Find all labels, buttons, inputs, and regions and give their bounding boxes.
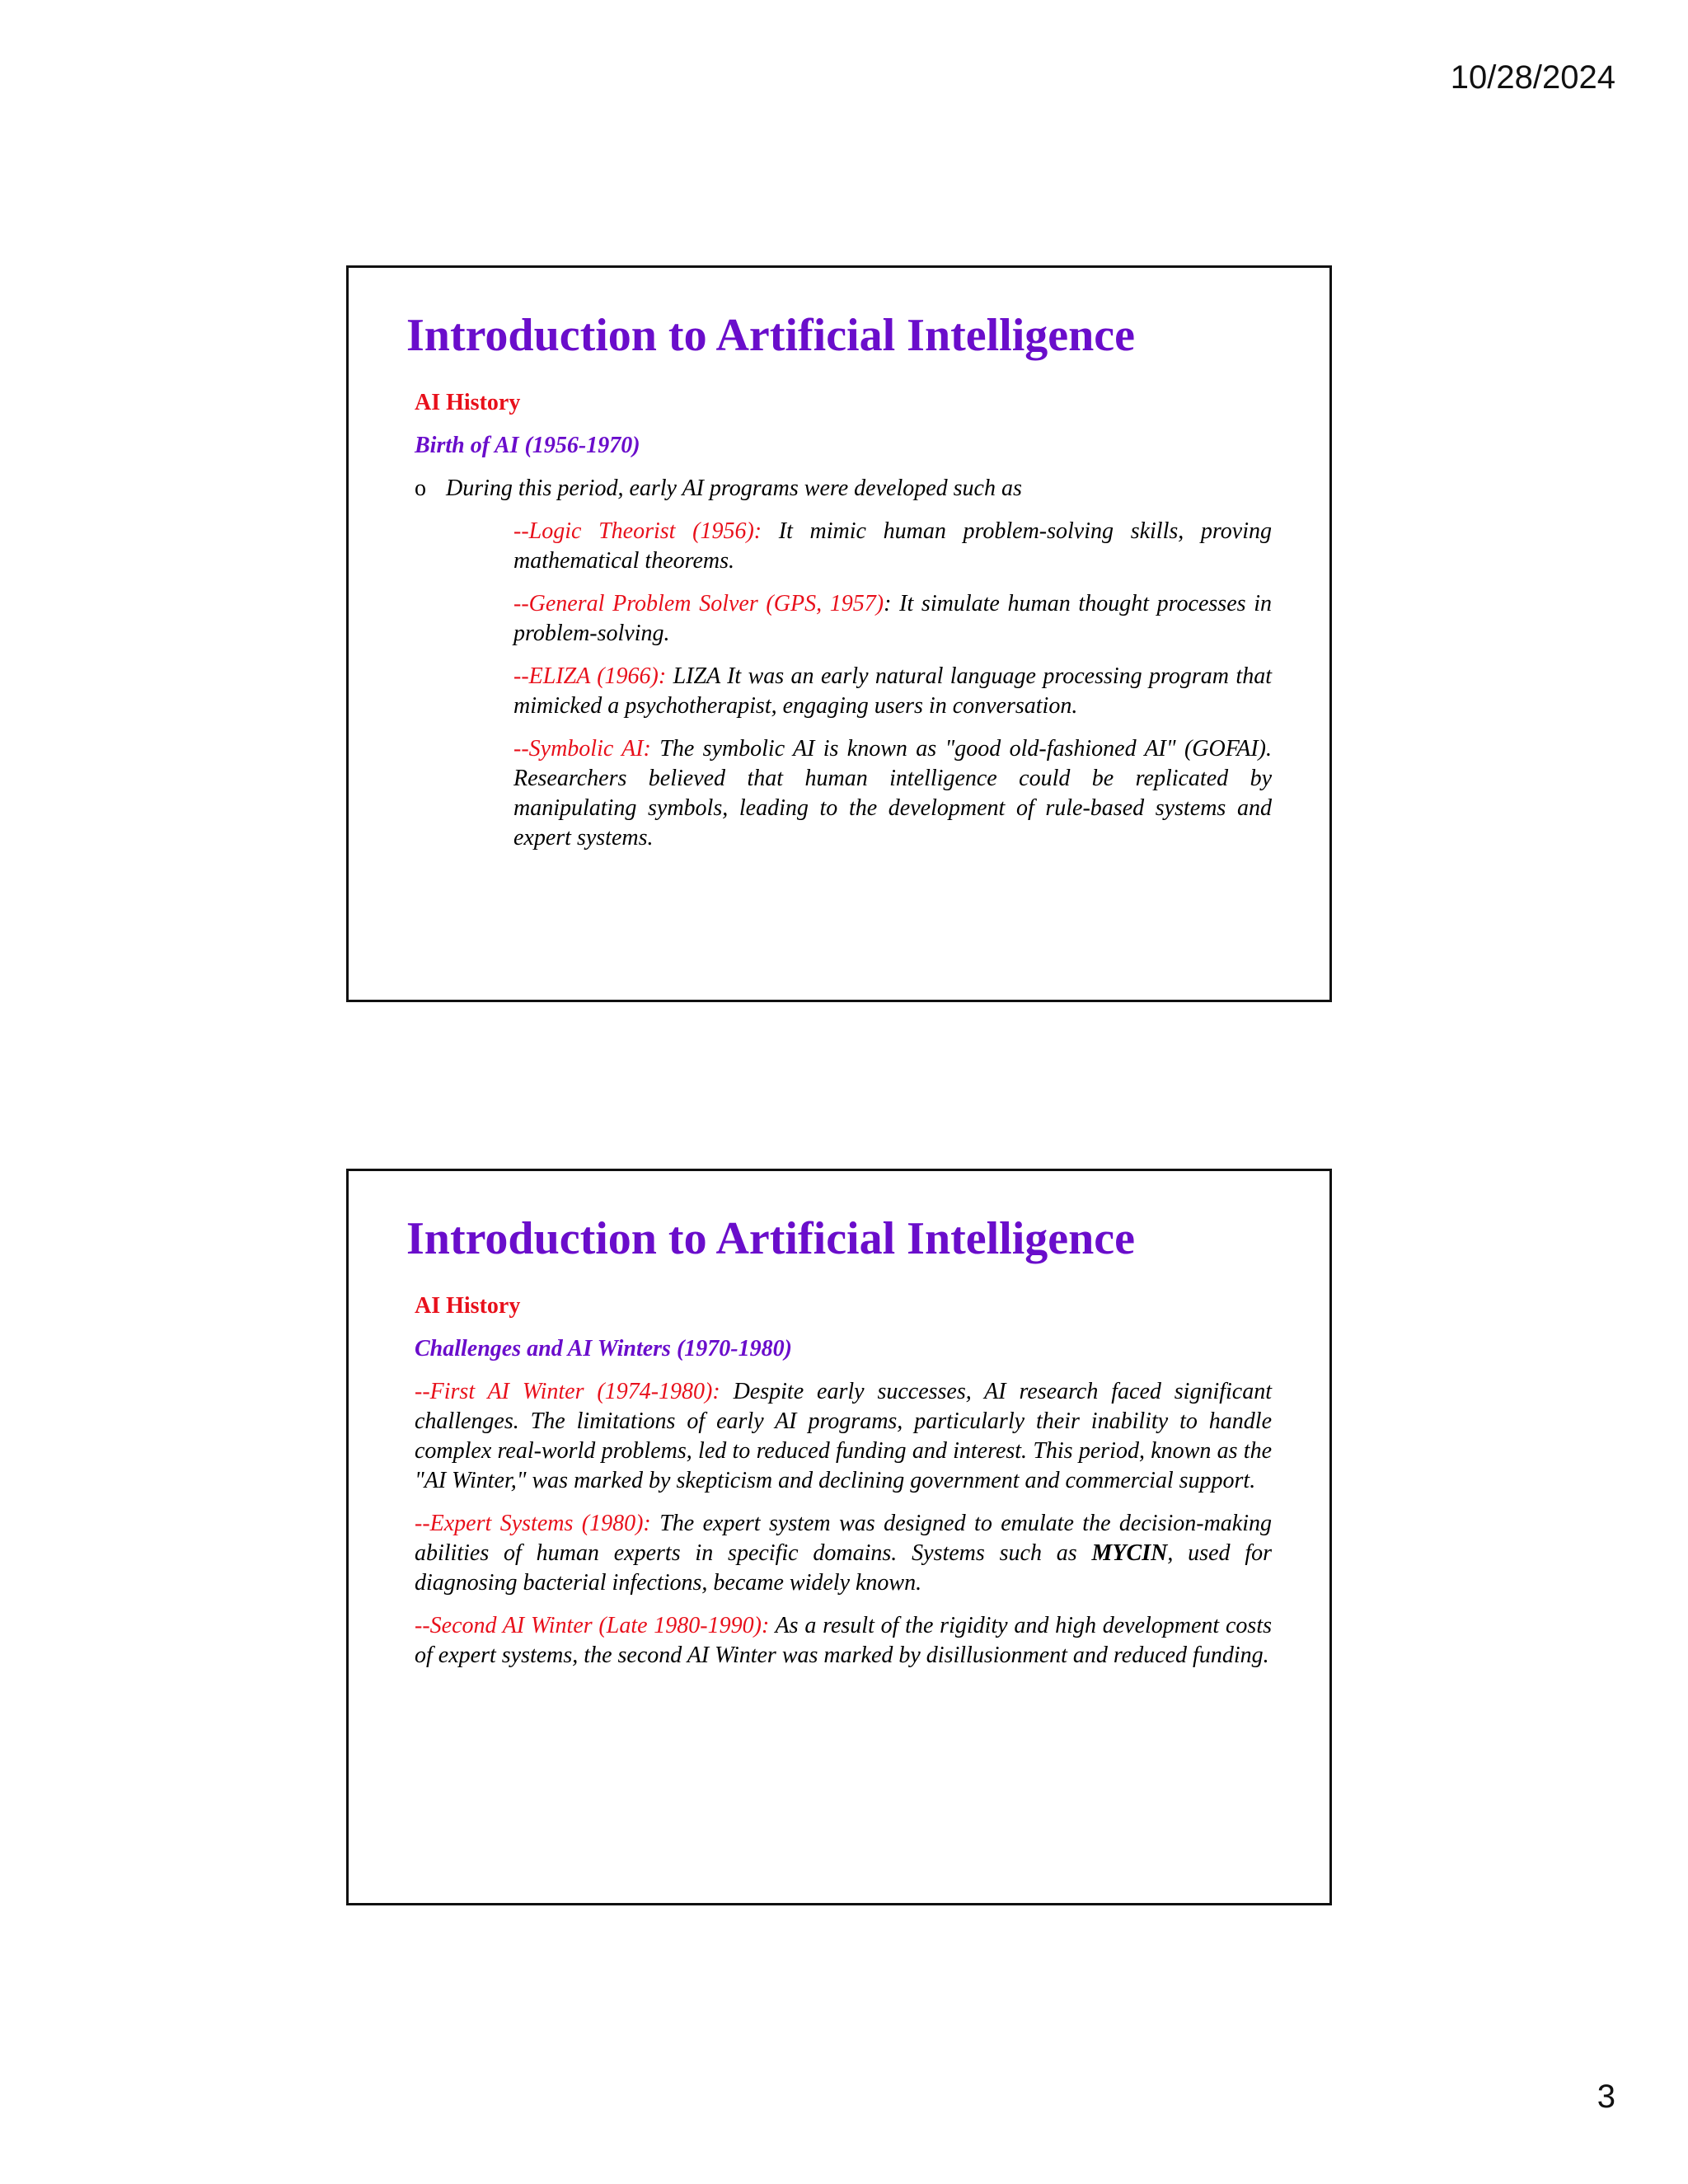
entry-second-ai-winter xyxy=(415,1611,1272,1671)
entry-first-ai-winter xyxy=(415,1377,1272,1496)
entry-eliza xyxy=(513,662,1272,721)
entry-emphasis: MYCIN xyxy=(1091,1540,1168,1566)
entry-body: The expert system was designed to emulate the decision-making abilities of human experts in specific domains. Systems such as xyxy=(415,1511,1272,1566)
page-number: 3 xyxy=(1597,2079,1615,2115)
slide-content xyxy=(415,388,1272,853)
bullet-item xyxy=(415,474,1272,504)
page-date: 10/28/2024 xyxy=(1450,59,1615,96)
period-heading: Challenges and AI Winters (1970-1980) xyxy=(415,1336,792,1361)
slide-ai-winters xyxy=(346,1169,1332,1905)
slide-content xyxy=(415,1291,1272,1671)
entry-symbolic-ai xyxy=(513,734,1272,853)
bullet-text: During this period, early AI programs were developed such as xyxy=(446,476,1022,501)
entry-head: --ELIZA (1966): xyxy=(513,663,667,689)
entry-head: --Second AI Winter (Late 1980-1990): xyxy=(415,1613,770,1638)
section-heading: AI History xyxy=(415,1293,521,1319)
entry-logic-theorist xyxy=(513,517,1272,576)
entry-head: --Logic Theorist (1956): xyxy=(513,518,762,544)
entry-body: As a result of the rigidity and high development costs of expert systems, the second AI Winter was marked by disillusionment and reduced funding. xyxy=(415,1613,1272,1668)
bullet-marker: o xyxy=(415,476,426,501)
entry-general-problem-solver xyxy=(513,589,1272,649)
entry-body: It mimic human problem-solving skills, proving mathematical theorems. xyxy=(513,518,1272,574)
entry-body: : It simulate human thought processes in problem-solving. xyxy=(513,591,1272,646)
section-heading: AI History xyxy=(415,390,521,415)
entry-head: --General Problem Solver (GPS, 1957) xyxy=(513,591,884,616)
entry-head: --First AI Winter (1974-1980): xyxy=(415,1379,720,1404)
entry-expert-systems xyxy=(415,1509,1272,1598)
entry-body: Despite early successes, AI research faced significant challenges. The limitations of early AI programs, particularly their inability to handle complex real-world problems, led to reduced funding and interest. This period, known as the "AI Winter," was marked by skepticism and declining government and commercial support. xyxy=(415,1379,1273,1493)
entry-body: LIZA It was an early natural language processing program that mimicked a psychotherapist, engaging users in conversation. xyxy=(513,663,1272,719)
slide-birth-of-ai xyxy=(346,265,1332,1002)
entry-body: , used for diagnosing bacterial infections, became widely known. xyxy=(415,1540,1273,1596)
period-heading: Birth of AI (1956-1970) xyxy=(415,433,640,458)
entry-head: --Expert Systems (1980): xyxy=(415,1511,651,1536)
slide-title: Introduction to Artificial Intelligence xyxy=(406,1213,1135,1264)
entry-list xyxy=(513,517,1272,853)
entry-body: The symbolic AI is known as "good old-fashioned AI" (GOFAI). Researchers believed that human intelligence could be replicated by manipulating symbols, leading to the development of rule-based systems and expert systems. xyxy=(513,736,1272,851)
slide-title: Introduction to Artificial Intelligence xyxy=(406,310,1135,361)
entry-head: --Symbolic AI: xyxy=(513,736,651,762)
